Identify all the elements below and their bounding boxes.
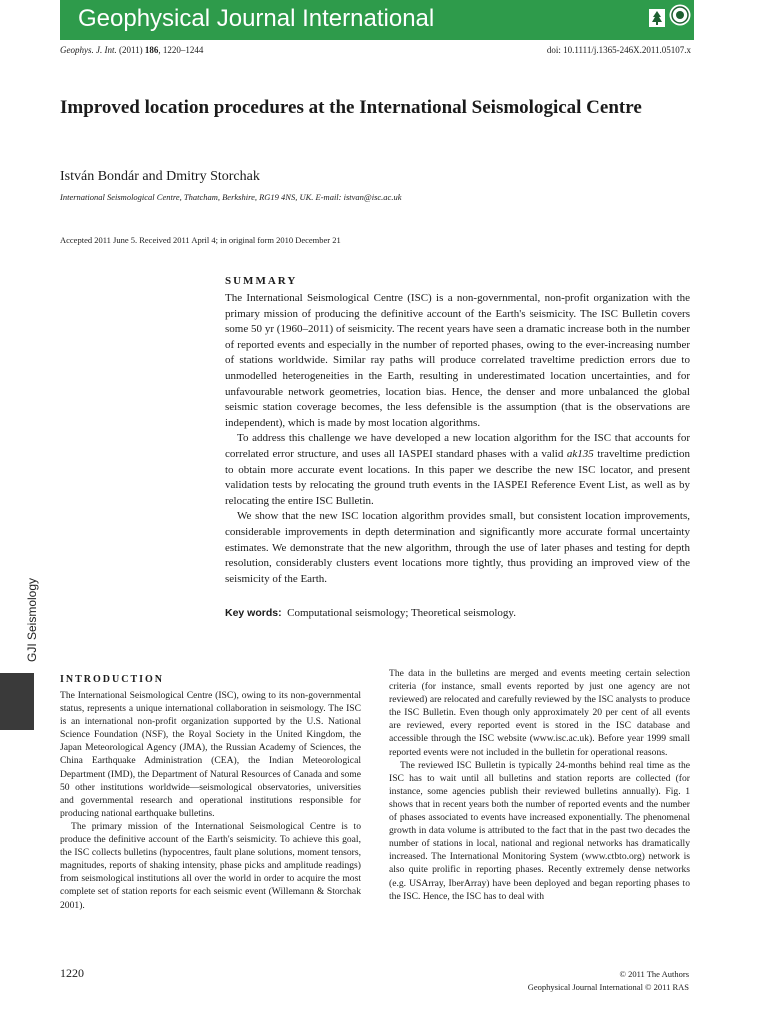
keywords-label: Key words: xyxy=(225,607,282,619)
summary-paragraph-2 xyxy=(225,431,690,509)
journal-banner xyxy=(60,0,694,40)
citation-volume: 186 xyxy=(144,45,159,55)
copyright-notice xyxy=(528,968,689,994)
summary-paragraph-1: The International Seismological Centre (ISC) is a non-governmental, non-profit organization with the primary mission of producing the definitive account of the Earth's seismicity. The ISC Bulletin covers some 50 yr (1960–2011) of seismicity. The recent years have seen a dramatic increase both in the number of reported events and especially in the number of reported phases, owing to the ever-increasing number of stations worldwide. Similar ray paths will produce correlated traveltime prediction errors due to unmodelled heterogeneities in the Earth, resulting in underestimated location uncertainties, and for unfavourable network geometries, location bias. Hence, the denser and more unbalanced the global seismic station coverage becomes, the less defensible is the assumption (that is the observations are independent), which is made by most location algorithms. xyxy=(225,292,690,429)
summary-heading: SUMMARY xyxy=(225,275,298,287)
section-side-tab xyxy=(0,673,34,730)
summary-p2-end: traveltime prediction to obtain more accurate event locations. In this paper we describe the new ISC locator, and present validation tests by relocating the ground truth events in the IASPEI Reference Event List, as well as by relocating the entire ISC Bulletin. xyxy=(225,447,690,507)
copyright-line-1: © 2011 The Authors xyxy=(619,969,689,979)
keywords xyxy=(225,607,516,619)
authors: István Bondár and Dmitry Storchak xyxy=(60,169,260,184)
section-side-label: GJI Seismology xyxy=(25,577,39,662)
citation-year: (2011) xyxy=(118,45,143,55)
summary-abstract xyxy=(225,291,690,587)
doi[interactable]: doi: 10.1111/j.1365-246X.2011.05107.x xyxy=(546,45,691,55)
intro-paragraph-1: The International Seismological Centre (ISC), owing to its non-governmental status, represents a unique international collaboration in seismology. The ISC is an international non-profit organization supported by the U.S. National Science Foundation (NSF), the Royal Society in the United Kingdom, the Japan Meteorological Agency (JMA), the Russian Academy of Sciences, the China Earthquake Administration (CEA), the Indian Meteorological Department (IMD), the Department of Natural Resources of Canada and some 50 other institutions worldwide—seismological observatories, universities and governmental research and operational institutions responsible for producing national earthquake bulletins. xyxy=(60,690,361,819)
introduction-heading: INTRODUCTION xyxy=(60,674,165,685)
society-seal-logo xyxy=(669,4,691,26)
affiliation: International Seismological Centre, Thatcham, Berkshire, RG19 4NS, UK. E-mail: istvan@isc.ac.uk xyxy=(60,192,402,202)
article-title: Improved location procedures at the International Seismological Centre xyxy=(60,97,642,118)
citation-pages: , 1220–1244 xyxy=(158,45,204,55)
copyright-line-2: Geophysical Journal International © 2011 RAS xyxy=(527,982,689,992)
summary-p2-start: To address this challenge we have developed a new location algorithm for the ISC that accounts for correlated error structure, and uses all IASPEI standard phases with a valid xyxy=(225,432,690,460)
page-number: 1220 xyxy=(60,966,84,980)
citation-line xyxy=(60,45,203,55)
intro-paragraph-2: The primary mission of the International Seismological Centre is to produce the definitive account of the Earth's seismicity. To achieve this goal, the ISC collects bulletins (hypocentres, fault plane solutions, moment tensors, magnitudes, reports of shaking intensity, phase picks and amplitude readings) from seismological institutions all over the world in order to acquire the most complete set of station reports for each seismic event (Willemann & Storchak 2001). xyxy=(60,820,361,911)
article-dates: Accepted 2011 June 5. Received 2011 April 4; in original form 2010 December 21 xyxy=(60,235,341,245)
summary-p2-italic: ak135 xyxy=(566,447,594,460)
journal-name: Geophysical Journal International xyxy=(78,5,435,32)
keywords-text: Computational seismology; Theoretical seismology. xyxy=(287,607,516,619)
journal-crest-logo xyxy=(649,9,665,27)
body-column-left xyxy=(60,689,361,912)
citation-journal: Geophys. J. Int. xyxy=(60,45,117,55)
summary-paragraph-3: We show that the new ISC location algorithm provides small, but consistent location improvements, considerable improvements in depth determination and significantly more accurate formal uncertainty estimates. We demonstrate that the new algorithm, through the use of later phases and testing for depth resolution, considerably clusters event locations more tightly, thus providing an improved view of the seismicity of the Earth. xyxy=(225,510,690,585)
intro-paragraph-3: The data in the bulletins are merged and events meeting certain selection criteria (for instance, small events reported by just one agency are not reviewed) are relocated and carefully reviewed by the ISC analysts to produce the ISC Bulletin. Even though only approximately 20 per cent of all events are reviewed, every reported event is stored in the ISC database and accessible through the ISC website (www.isc.ac.uk). Before year 1999 small reported events were not included in the bulletin for operational reasons. xyxy=(389,668,690,758)
body-column-right xyxy=(389,667,690,903)
intro-paragraph-4: The reviewed ISC Bulletin is typically 24-months behind real time as the ISC has to wait until all bulletins and station reports are collected (for instance, some agencies publish their reviewed bulletins annually). Fig. 1 shows that in recent years both the number of reported events and the number of phases associated to events have increased exponentially. The phenomenal growth in data volume is attributed to the fact that in the past two decades the number of stations in local, national and regional networks has dramatically increased. The International Monitoring System (www.ctbto.org) network is also quite prolific in reporting phases. Recently extremely dense networks (e.g. USArray, IberArray) have been deployed and began reporting phases to the ISC. Hence, the ISC has to deal with xyxy=(389,759,690,902)
